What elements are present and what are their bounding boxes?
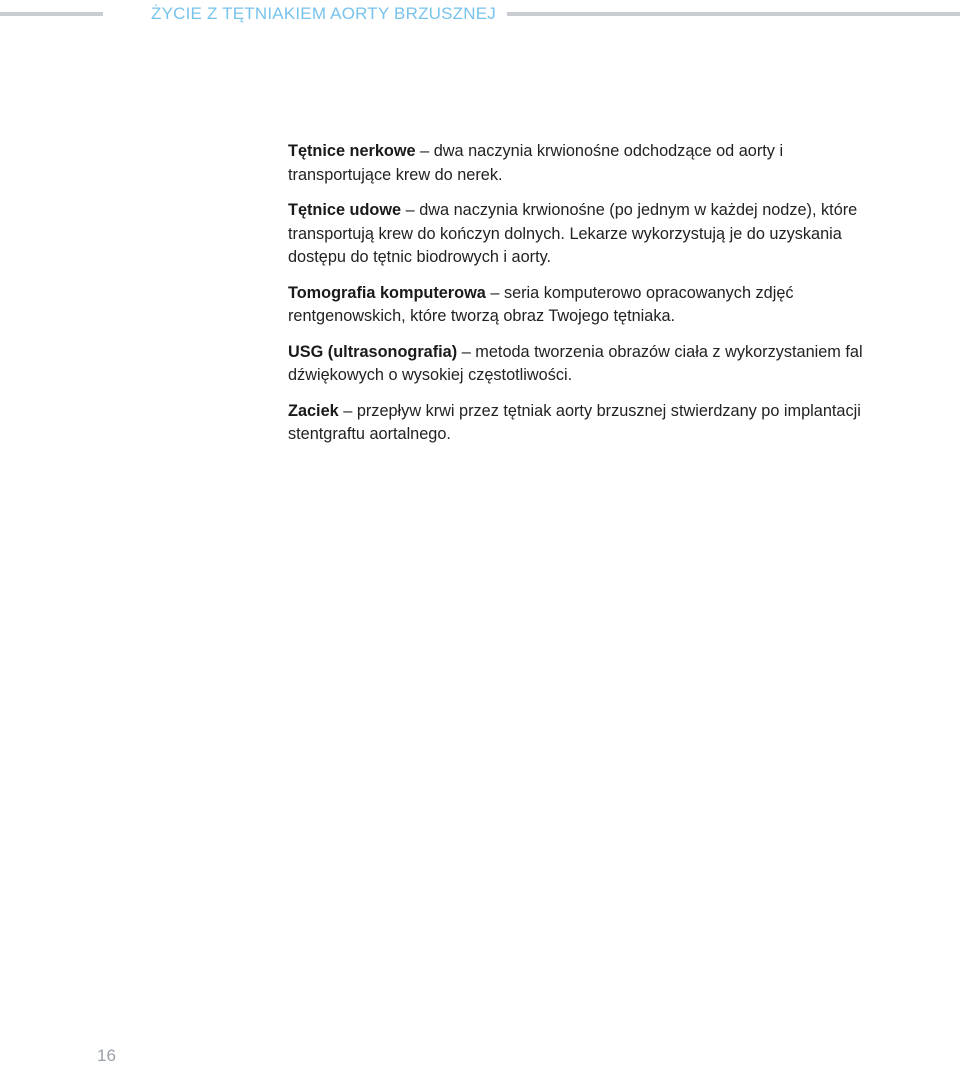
term-separator: – bbox=[420, 142, 430, 160]
glossary-definition: metoda tworzenia obrazów ciała z wykorzystaniem fal dźwiękowych o wysokiej częstotliwości. bbox=[288, 342, 863, 384]
term-separator: – bbox=[490, 283, 500, 302]
term-separator: – bbox=[461, 342, 471, 361]
glossary-definition: seria komputerowo opracowanych zdjęć rentgenowskich, które tworzą obraz Twojego tętniaka. bbox=[288, 283, 794, 325]
glossary-term: Tomografia komputerowa bbox=[288, 283, 486, 302]
glossary-definition: przepływ krwi przez tętniak aorty brzusznej stwierdzany po implantacji stentgraftu aortalnego. bbox=[288, 401, 861, 443]
glossary-term: Tętnice nerkowe bbox=[288, 142, 416, 160]
glossary-entry bbox=[288, 341, 868, 388]
glossary-entry bbox=[288, 400, 868, 447]
glossary-definition: dwa naczynia krwionośne odchodzące od aorty i transportujące krew do nerek. bbox=[288, 142, 784, 184]
header-rule-right bbox=[507, 12, 960, 16]
glossary-term: Tętnice udowe bbox=[288, 201, 402, 219]
header-rule-left bbox=[0, 12, 103, 16]
glossary-entry bbox=[288, 282, 868, 329]
glossary-entry bbox=[288, 140, 868, 187]
glossary-term: USG (ultrasonografia) bbox=[288, 342, 458, 361]
running-header: ŻYCIE Z TĘTNIAKIEM AORTY BRZUSZNEJ bbox=[151, 4, 496, 23]
glossary-definition: dwa naczynia krwionośne (po jednym w każdej nodze), które transportują krew do kończyn dolnych. Lekarze wykorzystują je do uzyskania dostępu do tętnic biodrowych i aorty. bbox=[288, 201, 858, 266]
glossary-term: Zaciek bbox=[288, 401, 339, 420]
glossary-entry bbox=[288, 199, 868, 270]
term-separator: – bbox=[343, 401, 353, 420]
glossary-list bbox=[288, 140, 868, 459]
page-number: 16 bbox=[97, 1046, 116, 1065]
term-separator: – bbox=[405, 201, 415, 219]
